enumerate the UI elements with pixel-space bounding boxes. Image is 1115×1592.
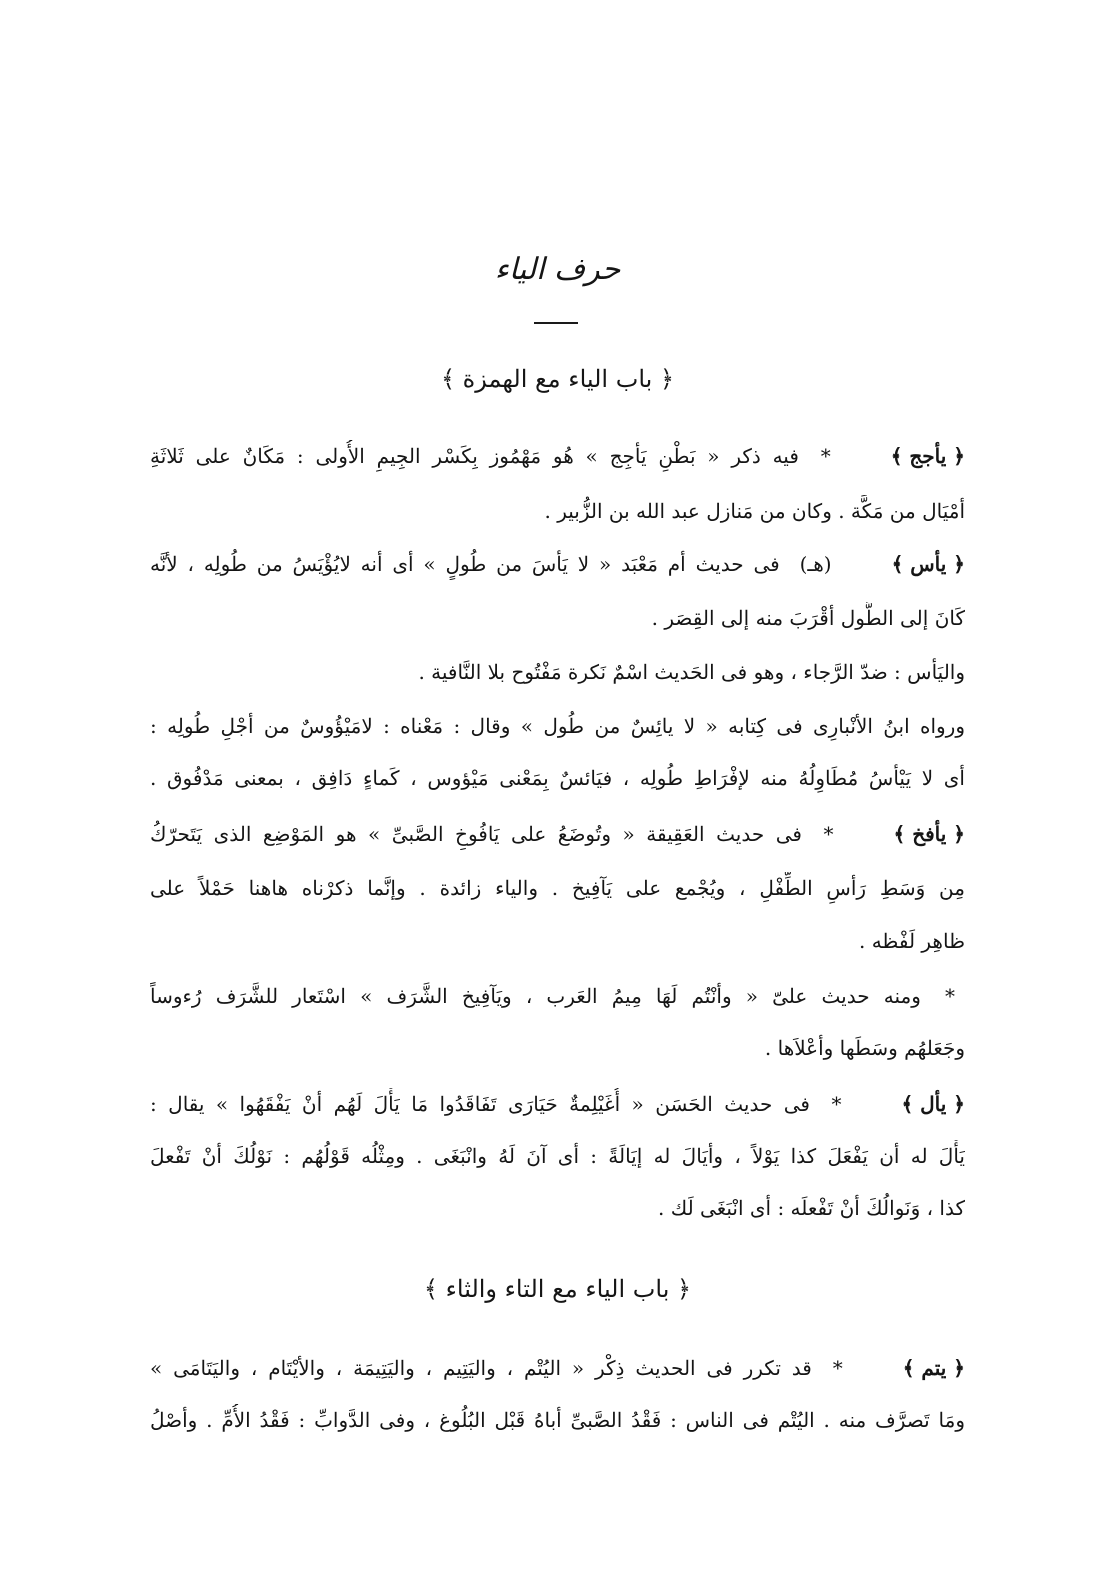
entry-head-word: ﴿ يأس ﴾: [891, 552, 965, 576]
entry-text: فيه ذكر « بَطْنِ يَأجِج » هُو مَهْمُوز بِكَسْر الجِيمِ الأُولى : مَكَانٌ على ثَلاثَةِ: [150, 444, 799, 468]
section-heading-hamza: ﴿ باب الياء مع الهمزة ﴾: [440, 365, 675, 393]
entry-yal-line-3: كذا ، وَنَوالُكَ أنْ تَفْعلَه : أى انْبَغَى لَك .: [658, 1196, 965, 1220]
entry-text: فى حديث أم مَعْبَد « لا يَأسَ من طُولٍ » أى أنه لايُؤْيَسُ من طُولِه ، لأنَّه: [150, 552, 780, 576]
entry-yafukh-line-4: [150, 980, 965, 1012]
entry-yas-line-5: أى لا يَيْأسُ مُطَاوِلُهُ منه لإفْرَاطِ طُولِه ، فيَائسٌ بِمَعْنى مَيْؤوس ، كَماءٍ دَافِق ، بمعنى مَدْفُوق .: [150, 766, 965, 790]
entry-marker: (هـ): [799, 552, 832, 576]
entry-yas-line-1: [150, 548, 965, 580]
entry-yas-line-4: ورواه ابنُ الأنْبارِى فى كِتابه « لا يائِسٌ من طُول » وقال : مَعْناه : لامَيْؤُوسٌ من أجْلِ طُولِه :: [150, 714, 965, 738]
entry-yas-line-2: كَانَ إلى الطُّول أقْرَبَ منه إلى القِصَر .: [651, 606, 965, 630]
chapter-title: حرف الياء: [494, 252, 621, 287]
entry-yafukh-line-1: [150, 818, 965, 850]
entry-text: ومنه حديث علىّ « وأنْتُم لَهَا مِيمُ العَرب ، ويَآفِيخ الشَّرَف » اسْتَعار للشَّرَف رُءوساً: [150, 984, 921, 1008]
entry-yatm-line-1: [150, 1352, 965, 1384]
entry-head-word: ﴿ يأجج ﴾: [890, 444, 965, 468]
entry-marker: *: [820, 444, 831, 468]
entry-yal-line-1: [150, 1088, 965, 1120]
entry-marker: *: [823, 822, 834, 846]
entry-text: قد تكرر فى الحديث ذِكْر « اليُتْم ، واليَتِيم ، واليَتِيمَة ، والأيْتَام ، واليَتَامَى »: [150, 1356, 812, 1380]
entry-head-word: ﴿ يتم ﴾: [902, 1356, 965, 1380]
entry-head-word: ﴿ يأفخ ﴾: [893, 822, 965, 846]
entry-text: فى حديث العَقِيقة « وتُوضَعُ على يَافُوخِ الصَّبىِّ » هو المَوْضِع الذى يَتَحرّكُ: [150, 822, 802, 846]
entry-marker: *: [831, 1092, 842, 1116]
entry-yatm-line-2: ومَا تَصرَّف منه . اليُتْم فى الناس : فَقْدُ الصَّبىِّ أباهُ قَبْل البُلُوغ ، وفى الدَّوابِّ : فَقْدُ الأُمِّ . وأصْلُ: [150, 1408, 965, 1432]
entry-yajij-line-2: أمْيَال من مَكَّة . وكان من مَنازل عبد الله بن الزُّبير .: [544, 499, 965, 523]
entry-text: فى حديث الحَسَن « أُغَيْلِمةٌ حَيَارَى تَفَاقَدُوا مَا يَأْلَ لَهُم أنْ يَفْقَهُوا » يقال :: [150, 1092, 810, 1116]
entry-yas-line-3: واليَأس : ضدّ الرَّجاء ، وهو فى الحَديث اسْمٌ نَكرة مَفْتُوح بلا النَّافية .: [418, 660, 965, 684]
entry-marker: *: [945, 984, 956, 1008]
title-divider: [534, 322, 578, 324]
entry-yafukh-line-2: مِن وَسَطِ رَأسِ الطِّفْلِ ، ويُجْمع على يَآفِيخ . والياء زائدة . وإنَّما ذكرْناه هاهنا حَمْلاً على: [150, 876, 965, 900]
entry-head-word: ﴿ يأل ﴾: [901, 1092, 965, 1116]
entry-yajij-line-1: [150, 440, 965, 472]
entry-marker: *: [832, 1356, 843, 1380]
entry-yafukh-line-3: ظاهِر لَفْظه .: [858, 929, 965, 953]
entry-yafukh-line-5: وجَعَلهُم وسَطَها وأعْلاَها .: [764, 1036, 965, 1060]
section-heading-taa-thaa: ﴿ باب الياء مع التاء والثاء ﴾: [423, 1275, 692, 1303]
entry-yal-line-2: يَأْلَ له أن يَفْعَلَ كذا يَوْلاً ، وأيَالَ له إيَالَةً : أى آنَ لَهُ وانْبَغَى . ومِثْلُه قَوْلُهُم : نَوْلُكَ أنْ تَفْعلَ: [150, 1144, 965, 1168]
